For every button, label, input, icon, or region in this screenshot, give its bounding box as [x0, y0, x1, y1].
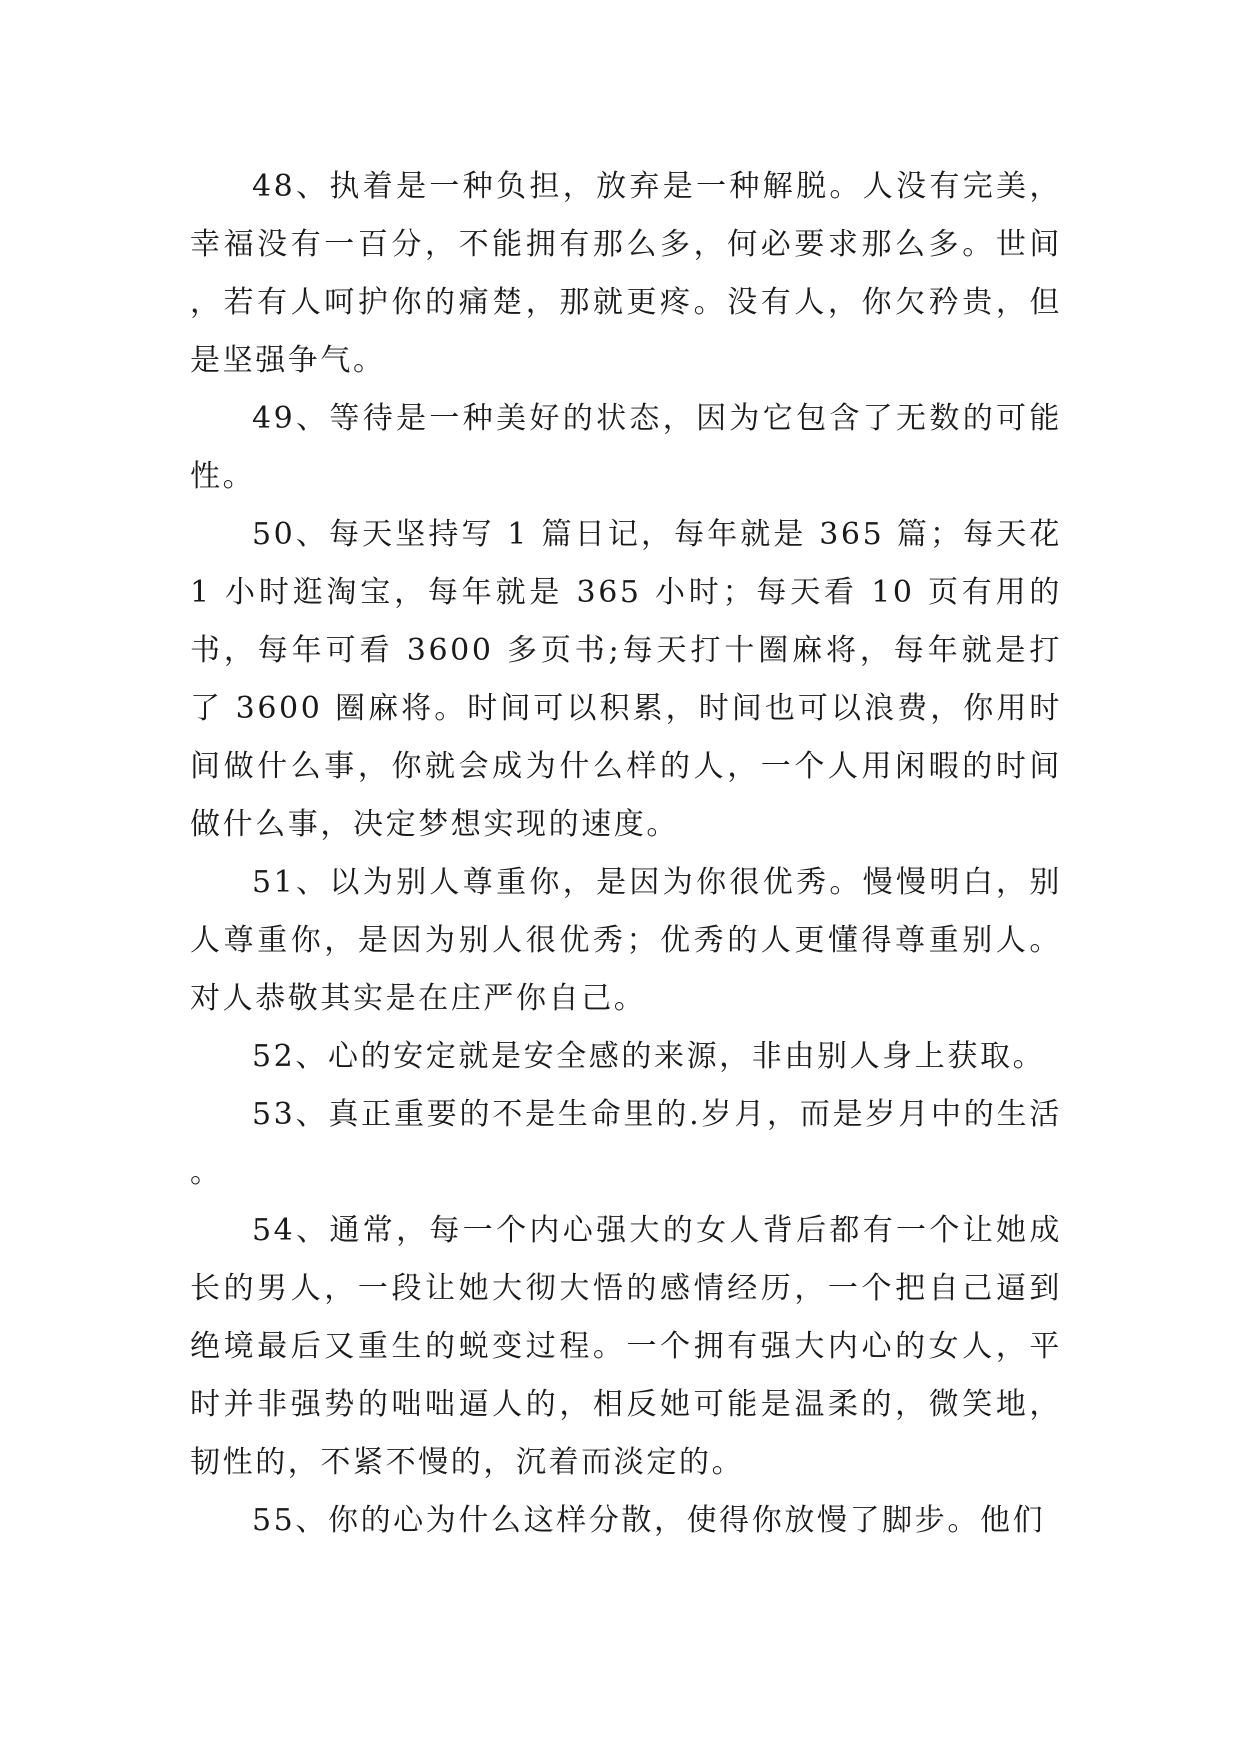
paragraph-50: 50、每天坚持写 1 篇日记，每年就是 365 篇；每天花 1 小时逛淘宝，每年就是 365 小时；每天看 10 页有用的书，每年可看 3600 多页书;每天打十圈麻将，每年就是打了 3600 圈麻将。时间可以积累，时间也可以浪费，你用时间做什么事，你就会成为什么样的人，一个人用闲暇的时间做什么事，决定梦想实现的速度。	[190, 517, 1062, 842]
paragraph-48: 48、执着是一种负担，放弃是一种解脱。人没有完美，幸福没有一百分，不能拥有那么多，何必要求那么多。世间，若有人呵护你的痛楚，那就更疼。没有人，你欠矜贵，但是坚强争气。	[190, 169, 1062, 378]
paragraph-53: 53、真正重要的不是生命里的.岁月，而是岁月中的生活。	[190, 1097, 1062, 1190]
document-body	[190, 158, 1062, 1550]
paragraph-52: 52、心的安定就是安全感的来源，非由别人身上获取。	[252, 1039, 1046, 1074]
paragraph-51: 51、以为别人尊重你，是因为你很优秀。慢慢明白，别人尊重你，是因为别人很优秀；优秀的人更懂得尊重别人。对人恭敬其实是在庄严你自己。	[190, 865, 1062, 1016]
paragraph-54: 54、通常，每一个内心强大的女人背后都有一个让她成长的男人，一段让她大彻大悟的感情经历，一个把自己逼到绝境最后又重生的蜕变过程。一个拥有强大内心的女人，平时并非强势的咄咄逼人的，相反她可能是温柔的，微笑地，韧性的，不紧不慢的，沉着而淡定的。	[190, 1213, 1062, 1480]
paragraph-55: 55、你的心为什么这样分散，使得你放慢了脚步。他们	[252, 1503, 1046, 1538]
paragraph-49: 49、等待是一种美好的状态，因为它包含了无数的可能性。	[190, 401, 1062, 494]
